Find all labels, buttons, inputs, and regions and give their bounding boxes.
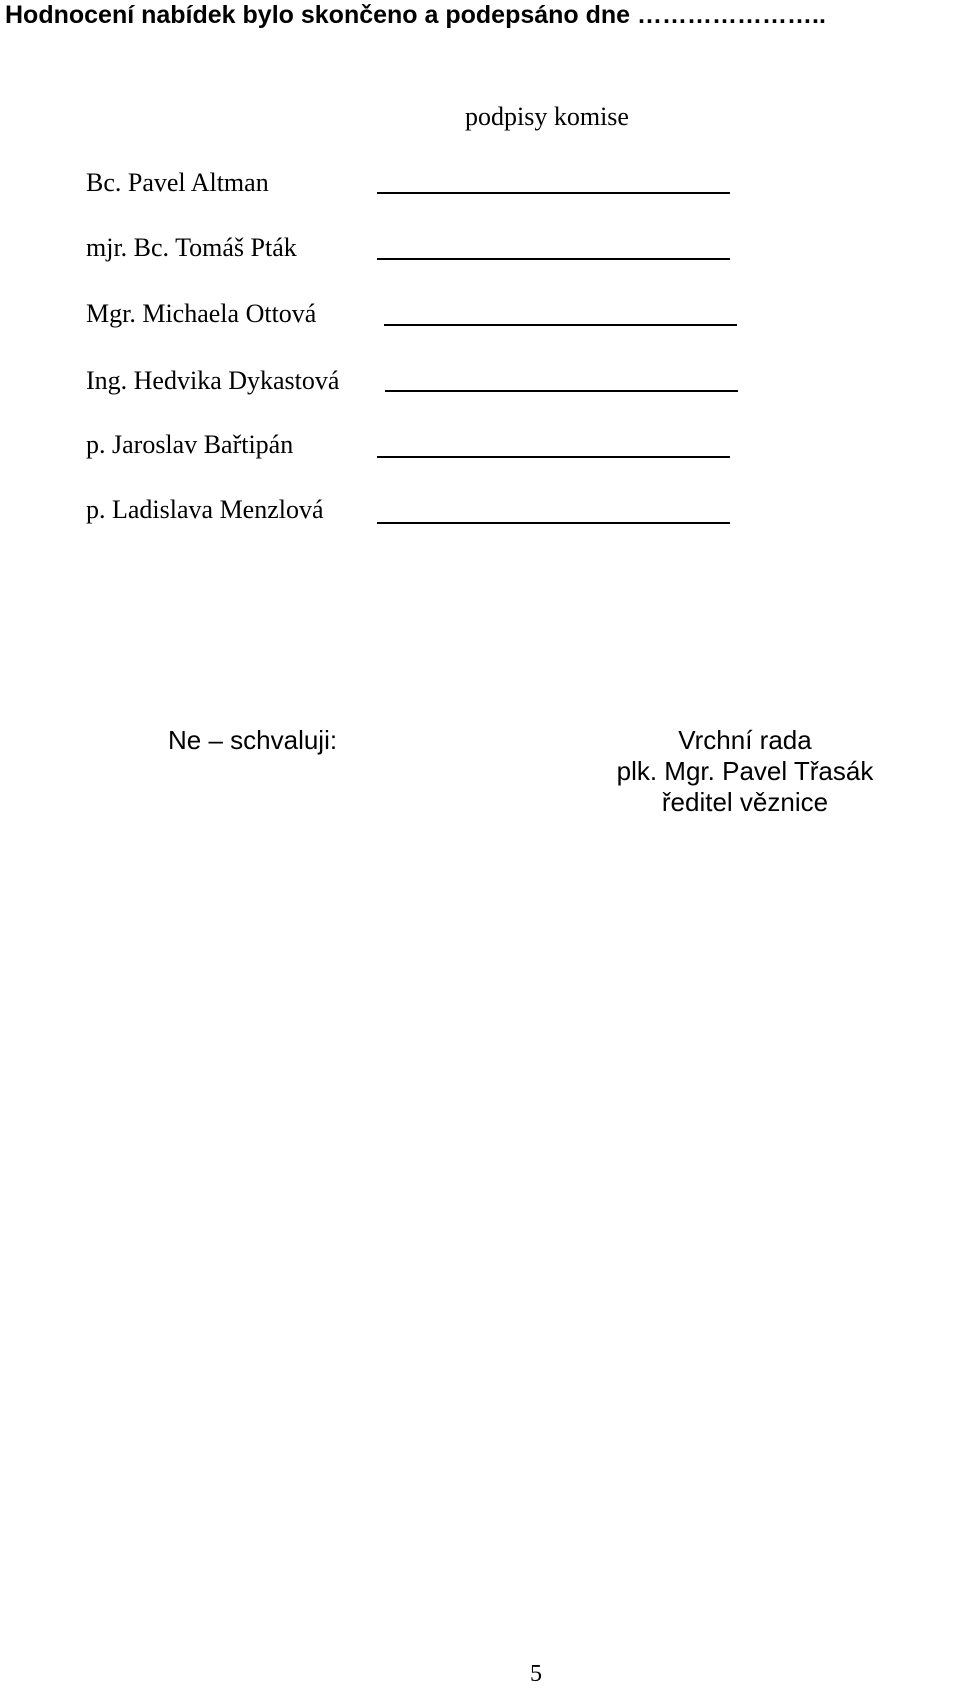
signature-line <box>384 324 737 326</box>
approver-block <box>560 725 930 818</box>
approver-rank: Vrchní rada <box>678 725 812 755</box>
signature-line <box>377 522 730 524</box>
committee-member-name: Bc. Pavel Altman <box>86 168 269 197</box>
committee-member-name: p. Ladislava Menzlová <box>86 495 324 524</box>
signature-line <box>377 258 730 260</box>
signature-line <box>385 390 738 392</box>
signature-line <box>377 192 730 194</box>
committee-member-name: Mgr. Michaela Ottová <box>86 299 317 328</box>
committee-member-name: mjr. Bc. Tomáš Pták <box>86 233 297 262</box>
document-heading: Hodnocení nabídek bylo skončeno a podepsáno dne ………………….. <box>5 1 826 29</box>
approver-position: ředitel věznice <box>661 787 829 817</box>
committee-member-name: Ing. Hedvika Dykastová <box>86 366 340 395</box>
approval-label: Ne – schvaluji: <box>168 725 338 755</box>
page-number: 5 <box>530 1661 542 1687</box>
committee-member-name: p. Jaroslav Bařtipán <box>86 430 294 459</box>
committee-signatures-label: podpisy komise <box>465 102 629 131</box>
approver-name: plk. Mgr. Pavel Třasák <box>616 756 874 786</box>
signature-line <box>377 456 730 458</box>
